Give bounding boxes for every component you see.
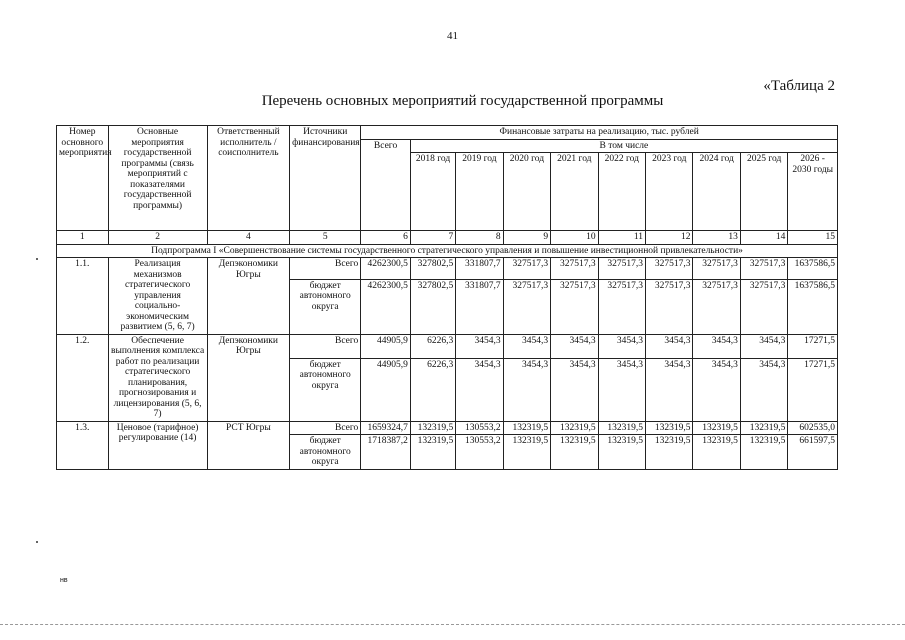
amount-cell: 44905,9 — [361, 358, 411, 421]
header-sources: Источники финансирования — [290, 126, 361, 231]
amount-cell: 661597,5 — [788, 435, 838, 470]
footer-mark: нв — [60, 577, 68, 584]
table-row — [57, 258, 838, 280]
amount-cell: 44905,9 — [361, 334, 411, 358]
column-number: 7 — [410, 231, 455, 245]
funding-source: бюджет автономного округа — [290, 279, 361, 334]
amount-cell: 132319,5 — [740, 435, 787, 470]
header-total: Всего — [361, 139, 411, 231]
amount-cell: 132319,5 — [598, 421, 645, 435]
event-name: Обеспечение выполнения комплекса работ по реализации стратегического планирования, прогнозирования и лицензирования (5, 6, 7) — [108, 334, 207, 421]
amount-cell: 3454,3 — [646, 358, 693, 421]
header-year: 2026 - 2030 годы — [788, 153, 838, 231]
header-year: 2020 год — [503, 153, 550, 231]
amount-cell: 602535,0 — [788, 421, 838, 435]
amount-cell: 1718387,2 — [361, 435, 411, 470]
amount-cell: 132319,5 — [410, 421, 455, 435]
amount-cell: 3454,3 — [598, 334, 645, 358]
column-number: 1 — [57, 231, 109, 245]
event-number: 1.2. — [57, 334, 109, 421]
column-number: 5 — [290, 231, 361, 245]
header-including: В том числе — [410, 139, 837, 153]
amount-cell: 132319,5 — [646, 421, 693, 435]
amount-cell: 3454,3 — [740, 358, 787, 421]
amount-cell: 327517,3 — [598, 258, 645, 280]
amount-cell: 3454,3 — [503, 334, 550, 358]
header-year: 2024 год — [693, 153, 740, 231]
amount-cell: 6226,3 — [410, 358, 455, 421]
amount-cell: 327517,3 — [740, 258, 787, 280]
amount-cell: 327517,3 — [598, 279, 645, 334]
amount-cell: 331807,7 — [456, 258, 503, 280]
column-number: 6 — [361, 231, 411, 245]
event-number: 1.1. — [57, 258, 109, 335]
event-responsible: Депэкономики Югры — [207, 334, 290, 421]
amount-cell: 4262300,5 — [361, 258, 411, 280]
amount-cell: 327517,3 — [503, 258, 550, 280]
margin-dot — [36, 541, 38, 543]
header-year: 2022 год — [598, 153, 645, 231]
column-number: 4 — [207, 231, 290, 245]
event-number: 1.3. — [57, 421, 109, 469]
amount-cell: 17271,5 — [788, 334, 838, 358]
amount-cell: 327517,3 — [503, 279, 550, 334]
amount-cell: 3454,3 — [598, 358, 645, 421]
funding-source: Всего — [290, 258, 361, 280]
column-number: 8 — [456, 231, 503, 245]
funding-source: бюджет автономного округа — [290, 358, 361, 421]
amount-cell: 132319,5 — [503, 435, 550, 470]
column-number: 15 — [788, 231, 838, 245]
header-financing: Финансовые затраты на реализацию, тыс. рублей — [361, 126, 838, 140]
amount-cell: 132319,5 — [551, 435, 598, 470]
amount-cell: 132319,5 — [503, 421, 550, 435]
amount-cell: 3454,3 — [551, 334, 598, 358]
event-name: Реализация механизмов стратегического управления социально-экономическим развитием (5, 6, 7) — [108, 258, 207, 335]
column-number: 13 — [693, 231, 740, 245]
amount-cell: 17271,5 — [788, 358, 838, 421]
amount-cell: 132319,5 — [693, 421, 740, 435]
table-row — [57, 421, 838, 435]
column-number: 9 — [503, 231, 550, 245]
amount-cell: 327517,3 — [646, 258, 693, 280]
amount-cell: 327802,5 — [410, 279, 455, 334]
amount-cell: 6226,3 — [410, 334, 455, 358]
amount-cell: 3454,3 — [456, 334, 503, 358]
amount-cell: 3454,3 — [646, 334, 693, 358]
amount-cell: 327517,3 — [551, 258, 598, 280]
amount-cell: 327517,3 — [693, 279, 740, 334]
amount-cell: 1659324,7 — [361, 421, 411, 435]
header-event: Основные мероприятия государственной программы (связь мероприятий с показателями государственной программы) — [108, 126, 207, 231]
document-title: Перечень основных мероприятий государственной программы — [261, 93, 664, 109]
amount-cell: 1637586,5 — [788, 279, 838, 334]
header-year: 2025 год — [740, 153, 787, 231]
amount-cell: 132319,5 — [598, 435, 645, 470]
amount-cell: 327517,3 — [740, 279, 787, 334]
amount-cell: 132319,5 — [740, 421, 787, 435]
events-table — [56, 125, 838, 470]
header-year: 2018 год — [410, 153, 455, 231]
subprogram-title: Подпрограмма I «Совершенствование системы государственного стратегического управления и повышение инвестиционной привлекательности» — [57, 244, 838, 258]
amount-cell: 3454,3 — [740, 334, 787, 358]
amount-cell: 130553,2 — [456, 421, 503, 435]
header-num: Номер основного мероприятия — [57, 126, 109, 231]
column-number: 14 — [740, 231, 787, 245]
amount-cell: 327802,5 — [410, 258, 455, 280]
amount-cell: 3454,3 — [693, 334, 740, 358]
funding-source: Всего — [290, 334, 361, 358]
column-number: 2 — [108, 231, 207, 245]
amount-cell: 3454,3 — [693, 358, 740, 421]
amount-cell: 331807,7 — [456, 279, 503, 334]
column-number: 11 — [598, 231, 645, 245]
table-row — [57, 334, 838, 358]
page-bottom-rule — [0, 624, 905, 625]
amount-cell: 1637586,5 — [788, 258, 838, 280]
amount-cell: 327517,3 — [551, 279, 598, 334]
amount-cell: 132319,5 — [646, 435, 693, 470]
amount-cell: 3454,3 — [456, 358, 503, 421]
amount-cell: 132319,5 — [693, 435, 740, 470]
event-responsible: РСТ Югры — [207, 421, 290, 469]
event-name: Ценовое (тарифное) регулирование (14) — [108, 421, 207, 469]
amount-cell: 4262300,5 — [361, 279, 411, 334]
amount-cell: 130553,2 — [456, 435, 503, 470]
amount-cell: 3454,3 — [551, 358, 598, 421]
amount-cell: 3454,3 — [503, 358, 550, 421]
amount-cell: 327517,3 — [693, 258, 740, 280]
page-number: 41 — [447, 30, 458, 42]
event-responsible: Депэкономики Югры — [207, 258, 290, 335]
header-year: 2021 год — [551, 153, 598, 231]
amount-cell: 132319,5 — [410, 435, 455, 470]
table-caption: «Таблица 2 — [763, 78, 835, 94]
margin-dot — [36, 258, 38, 260]
funding-source: Всего — [290, 421, 361, 435]
funding-source: бюджет автономного округа — [290, 435, 361, 470]
amount-cell: 132319,5 — [551, 421, 598, 435]
amount-cell: 327517,3 — [646, 279, 693, 334]
header-year: 2019 год — [456, 153, 503, 231]
header-responsible: Ответственный исполнитель / соисполнитель — [207, 126, 290, 231]
column-number: 10 — [551, 231, 598, 245]
column-number: 12 — [646, 231, 693, 245]
header-year: 2023 год — [646, 153, 693, 231]
